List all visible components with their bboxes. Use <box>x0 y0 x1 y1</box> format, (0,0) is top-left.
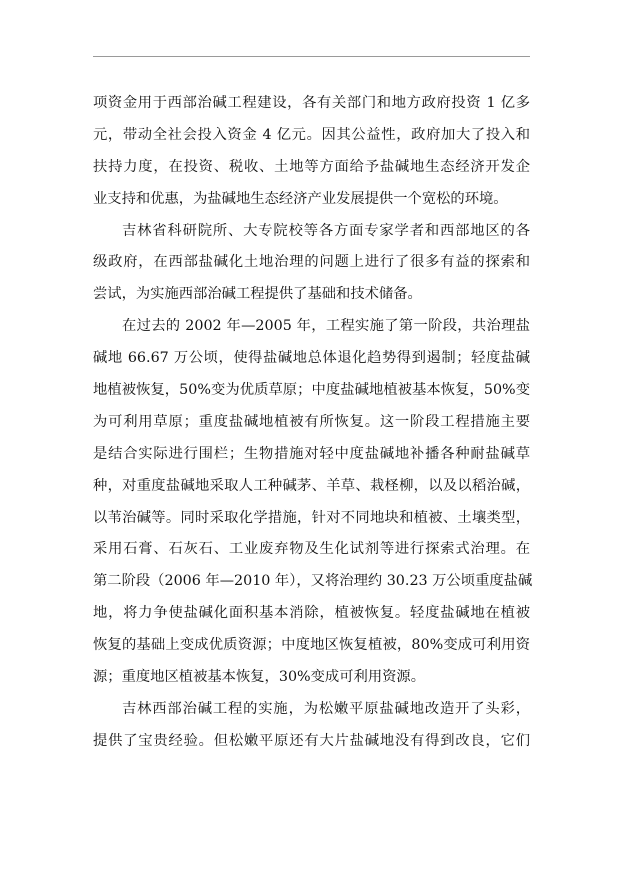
paragraph-start-line: 在过去的 2002 年—2005 年，工程实施了第一阶段，共治理盐 <box>122 318 530 335</box>
text-line: 恢复的基础上变成优质资源；中度地区恢复植被，80%变成可利用资 <box>93 637 530 654</box>
paragraph-start-line: 吉林西部治碱工程的实施，为松嫩平原盐碱地改造开了头彩， <box>122 700 530 717</box>
text-line: 采用石膏、石灰石、工业废弃物及生化试剂等进行探索式治理。在 <box>93 541 530 558</box>
document-body <box>93 88 533 758</box>
text-line: 以苇治碱等。同时采取化学措施，针对不同地块和植被、土壤类型， <box>93 509 530 526</box>
header-rule <box>93 56 530 57</box>
text-line: 地，将力争使盐碱化面积基本消除，植被恢复。轻度盐碱地在植被 <box>93 605 530 622</box>
text-line: 是结合实际进行围栏；生物措施对轻中度盐碱地补播各种耐盐碱草 <box>93 445 530 462</box>
text-line: 种，对重度盐碱地采取人工种碱茅、羊草、栽柽柳，以及以稻治碱， <box>93 477 530 494</box>
text-line: 碱地 66.67 万公顷，使得盐碱地总体退化趋势得到遏制；轻度盐碱 <box>93 350 530 367</box>
text-line: 扶持力度，在投资、税收、土地等方面给予盐碱地生态经济开发企 <box>93 158 530 175</box>
text-line: 地植被恢复，50%变为优质草原；中度盐碱地植被基本恢复，50%变 <box>93 382 530 399</box>
text-line: 尝试，为实施西部治碱工程提供了基础和技术储备。 <box>93 286 422 303</box>
text-line: 级政府，在西部盐碱化土地治理的问题上进行了很多有益的探索和 <box>93 254 530 271</box>
text-line: 项资金用于西部治碱工程建设，各有关部门和地方政府投资 1 亿多 <box>93 95 530 111</box>
text-line: 业支持和优惠，为盐碱地生态经济产业发展提供一个宽松的环境。 <box>93 190 508 207</box>
text-line: 源；重度地区植被基本恢复，30%变成可利用资源。 <box>93 669 426 686</box>
text-line: 提供了宝贵经验。但松嫩平原还有大片盐碱地没有得到改良，它们 <box>93 732 530 749</box>
text-line: 第二阶段（2006 年—2010 年），又将治理约 30.23 万公顷重度盐碱 <box>93 573 533 590</box>
paragraph-start-line: 吉林省科研院所、大专院校等各方面专家学者和西部地区的各 <box>122 222 530 239</box>
text-line: 为可利用草原；重度盐碱地植被有所恢复。这一阶段工程措施主要 <box>93 413 530 430</box>
text-line: 元，带动全社会投入资金 4 亿元。因其公益性，政府加大了投入和 <box>93 126 530 143</box>
